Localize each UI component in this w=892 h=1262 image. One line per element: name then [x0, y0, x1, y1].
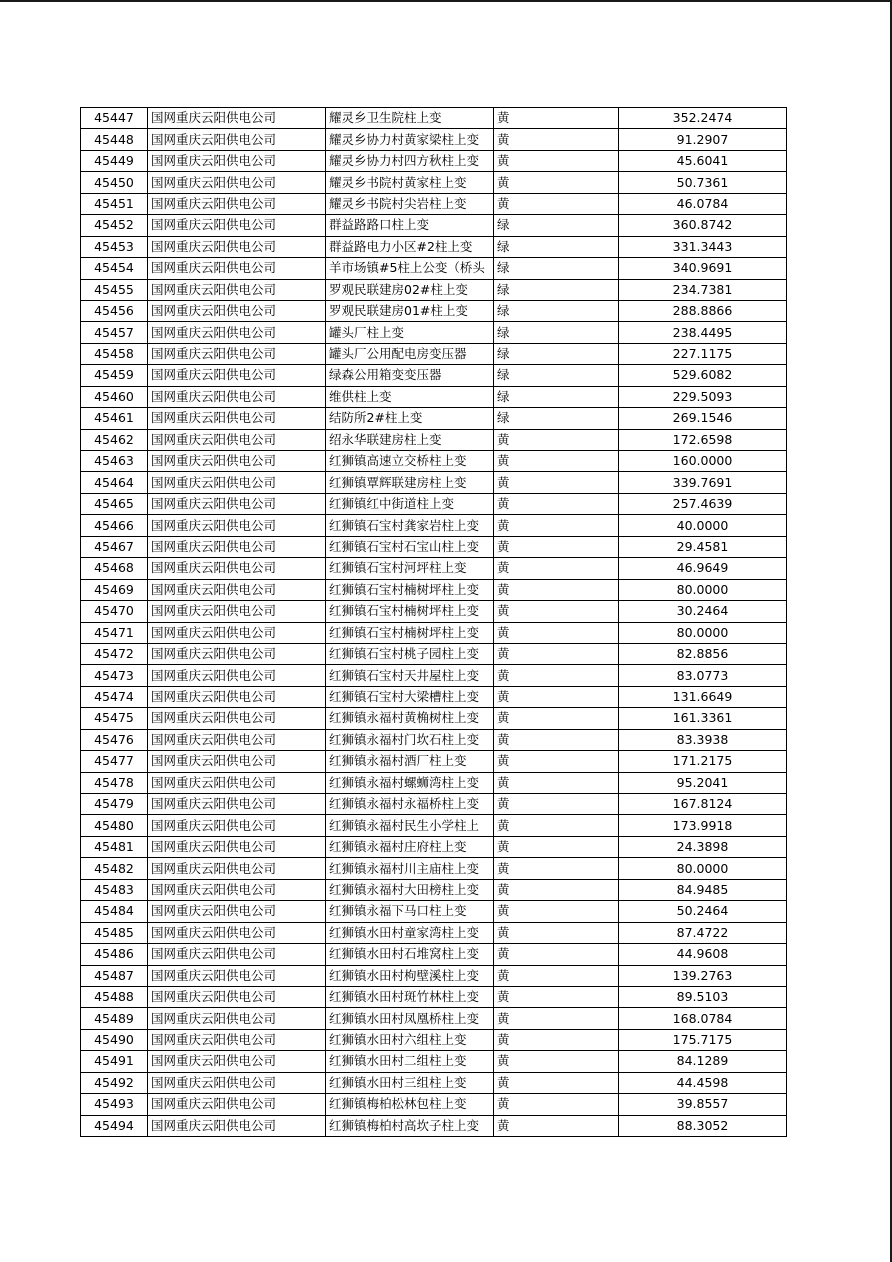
cell-id: 45471	[81, 622, 148, 643]
table-row	[81, 193, 787, 214]
cell-transformer-name: 红狮镇永福村螺蛳湾柱上变	[326, 772, 494, 793]
table-row	[81, 815, 787, 836]
cell-transformer-name: 结防所2#柱上变	[326, 408, 494, 429]
cell-transformer-name: 红狮镇永福村庄府柱上变	[326, 836, 494, 857]
cell-capacity: 46.9649	[619, 558, 787, 579]
cell-id: 45483	[81, 879, 148, 900]
cell-transformer-name: 绍永华联建房柱上变	[326, 429, 494, 450]
cell-company: 国网重庆云阳供电公司	[148, 365, 326, 386]
cell-level: 黄	[494, 836, 619, 857]
cell-capacity: 171.2175	[619, 751, 787, 772]
table-row	[81, 258, 787, 279]
cell-capacity: 352.2474	[619, 108, 787, 129]
cell-company: 国网重庆云阳供电公司	[148, 193, 326, 214]
table-row	[81, 408, 787, 429]
cell-level: 黄	[494, 150, 619, 171]
cell-company: 国网重庆云阳供电公司	[148, 472, 326, 493]
table-row	[81, 729, 787, 750]
table-row	[81, 772, 787, 793]
cell-transformer-name: 红狮镇覃辉联建房柱上变	[326, 472, 494, 493]
cell-capacity: 160.0000	[619, 451, 787, 472]
table-row	[81, 858, 787, 879]
cell-company: 国网重庆云阳供电公司	[148, 343, 326, 364]
cell-level: 黄	[494, 1051, 619, 1072]
cell-company: 国网重庆云阳供电公司	[148, 536, 326, 557]
table-row	[81, 172, 787, 193]
cell-level: 黄	[494, 986, 619, 1007]
cell-transformer-name: 红狮镇水田村斑竹林柱上变	[326, 986, 494, 1007]
cell-transformer-name: 红狮镇石宝村龚家岩柱上变	[326, 515, 494, 536]
table-row	[81, 279, 787, 300]
cell-company: 国网重庆云阳供电公司	[148, 1072, 326, 1093]
cell-capacity: 84.1289	[619, 1051, 787, 1072]
cell-level: 黄	[494, 708, 619, 729]
table-row	[81, 451, 787, 472]
cell-level: 黄	[494, 686, 619, 707]
cell-capacity: 87.4722	[619, 922, 787, 943]
cell-capacity: 234.7381	[619, 279, 787, 300]
cell-company: 国网重庆云阳供电公司	[148, 322, 326, 343]
cell-level: 黄	[494, 472, 619, 493]
table-row	[81, 944, 787, 965]
table-row	[81, 429, 787, 450]
cell-company: 国网重庆云阳供电公司	[148, 686, 326, 707]
cell-transformer-name: 红狮镇水田村三组柱上变	[326, 1072, 494, 1093]
cell-transformer-name: 红狮镇永福村酒厂柱上变	[326, 751, 494, 772]
cell-capacity: 30.2464	[619, 601, 787, 622]
cell-company: 国网重庆云阳供电公司	[148, 1094, 326, 1115]
cell-capacity: 39.8557	[619, 1094, 787, 1115]
cell-transformer-name: 红狮镇石宝村天井屋柱上变	[326, 665, 494, 686]
cell-capacity: 88.3052	[619, 1115, 787, 1136]
cell-level: 黄	[494, 665, 619, 686]
cell-company: 国网重庆云阳供电公司	[148, 215, 326, 236]
cell-transformer-name: 维供柱上变	[326, 386, 494, 407]
cell-company: 国网重庆云阳供电公司	[148, 279, 326, 300]
cell-capacity: 131.6649	[619, 686, 787, 707]
cell-company: 国网重庆云阳供电公司	[148, 408, 326, 429]
cell-level: 黄	[494, 493, 619, 514]
cell-level: 绿	[494, 300, 619, 321]
cell-transformer-name: 群益路电力小区#2柱上变	[326, 236, 494, 257]
cell-id: 45494	[81, 1115, 148, 1136]
cell-capacity: 46.0784	[619, 193, 787, 214]
cell-id: 45480	[81, 815, 148, 836]
cell-transformer-name: 红狮镇永福村黄桷树柱上变	[326, 708, 494, 729]
cell-id: 45463	[81, 451, 148, 472]
cell-company: 国网重庆云阳供电公司	[148, 129, 326, 150]
cell-level: 黄	[494, 815, 619, 836]
cell-company: 国网重庆云阳供电公司	[148, 1029, 326, 1050]
cell-id: 45450	[81, 172, 148, 193]
cell-id: 45488	[81, 986, 148, 1007]
cell-transformer-name: 罗观民联建房02#柱上变	[326, 279, 494, 300]
cell-id: 45462	[81, 429, 148, 450]
cell-capacity: 91.2907	[619, 129, 787, 150]
cell-id: 45467	[81, 536, 148, 557]
table-row	[81, 794, 787, 815]
cell-level: 绿	[494, 279, 619, 300]
cell-id: 45457	[81, 322, 148, 343]
table-row	[81, 365, 787, 386]
cell-capacity: 229.5093	[619, 386, 787, 407]
cell-id: 45455	[81, 279, 148, 300]
table-row	[81, 965, 787, 986]
cell-transformer-name: 羊市场镇#5柱上公变（桥头	[326, 258, 494, 279]
table-row	[81, 901, 787, 922]
cell-id: 45460	[81, 386, 148, 407]
cell-transformer-name: 罗观民联建房01#柱上变	[326, 300, 494, 321]
table-row	[81, 665, 787, 686]
cell-capacity: 83.3938	[619, 729, 787, 750]
cell-level: 黄	[494, 172, 619, 193]
table-row	[81, 300, 787, 321]
cell-company: 国网重庆云阳供电公司	[148, 493, 326, 514]
table-row	[81, 986, 787, 1007]
cell-company: 国网重庆云阳供电公司	[148, 558, 326, 579]
cell-company: 国网重庆云阳供电公司	[148, 150, 326, 171]
cell-capacity: 89.5103	[619, 986, 787, 1007]
cell-id: 45479	[81, 794, 148, 815]
cell-company: 国网重庆云阳供电公司	[148, 258, 326, 279]
cell-company: 国网重庆云阳供电公司	[148, 708, 326, 729]
cell-company: 国网重庆云阳供电公司	[148, 601, 326, 622]
cell-capacity: 29.4581	[619, 536, 787, 557]
table-row	[81, 215, 787, 236]
cell-transformer-name: 耀灵乡协力村黄家梁柱上变	[326, 129, 494, 150]
table-row	[81, 493, 787, 514]
cell-id: 45478	[81, 772, 148, 793]
cell-transformer-name: 红狮镇石宝村大梁槽柱上变	[326, 686, 494, 707]
cell-capacity: 331.3443	[619, 236, 787, 257]
cell-id: 45487	[81, 965, 148, 986]
cell-transformer-name: 红狮镇水田村童家湾柱上变	[326, 922, 494, 943]
cell-transformer-name: 红狮镇水田村二组柱上变	[326, 1051, 494, 1072]
cell-id: 45461	[81, 408, 148, 429]
table-row	[81, 1051, 787, 1072]
cell-company: 国网重庆云阳供电公司	[148, 1051, 326, 1072]
cell-company: 国网重庆云阳供电公司	[148, 965, 326, 986]
cell-company: 国网重庆云阳供电公司	[148, 429, 326, 450]
cell-id: 45449	[81, 150, 148, 171]
cell-capacity: 161.3361	[619, 708, 787, 729]
cell-transformer-name: 红狮镇水田村六组柱上变	[326, 1029, 494, 1050]
cell-capacity: 95.2041	[619, 772, 787, 793]
cell-level: 黄	[494, 558, 619, 579]
table-row	[81, 129, 787, 150]
table-row	[81, 708, 787, 729]
cell-capacity: 84.9485	[619, 879, 787, 900]
table-row	[81, 386, 787, 407]
cell-id: 45492	[81, 1072, 148, 1093]
cell-company: 国网重庆云阳供电公司	[148, 1115, 326, 1136]
cell-level: 黄	[494, 751, 619, 772]
cell-level: 绿	[494, 386, 619, 407]
cell-transformer-name: 红狮镇高速立交桥柱上变	[326, 451, 494, 472]
cell-capacity: 50.2464	[619, 901, 787, 922]
cell-company: 国网重庆云阳供电公司	[148, 622, 326, 643]
cell-capacity: 40.0000	[619, 515, 787, 536]
cell-id: 45452	[81, 215, 148, 236]
cell-company: 国网重庆云阳供电公司	[148, 858, 326, 879]
table-row	[81, 150, 787, 171]
cell-company: 国网重庆云阳供电公司	[148, 794, 326, 815]
cell-company: 国网重庆云阳供电公司	[148, 515, 326, 536]
cell-level: 黄	[494, 515, 619, 536]
table-row	[81, 322, 787, 343]
cell-company: 国网重庆云阳供电公司	[148, 172, 326, 193]
cell-transformer-name: 红狮镇石宝村河坪柱上变	[326, 558, 494, 579]
cell-transformer-name: 红狮镇永福村大田榜柱上变	[326, 879, 494, 900]
cell-company: 国网重庆云阳供电公司	[148, 451, 326, 472]
cell-transformer-name: 红狮镇石宝村桃子园柱上变	[326, 643, 494, 664]
cell-company: 国网重庆云阳供电公司	[148, 300, 326, 321]
cell-capacity: 168.0784	[619, 1008, 787, 1029]
cell-id: 45465	[81, 493, 148, 514]
cell-id: 45491	[81, 1051, 148, 1072]
table-row	[81, 536, 787, 557]
cell-level: 黄	[494, 729, 619, 750]
cell-capacity: 257.4639	[619, 493, 787, 514]
table-row	[81, 1008, 787, 1029]
cell-level: 黄	[494, 901, 619, 922]
cell-transformer-name: 红狮镇石宝村楠树坪柱上变	[326, 601, 494, 622]
table-row	[81, 472, 787, 493]
cell-capacity: 167.8124	[619, 794, 787, 815]
cell-transformer-name: 红狮镇梅柏松林包柱上变	[326, 1094, 494, 1115]
cell-id: 45451	[81, 193, 148, 214]
cell-capacity: 139.2763	[619, 965, 787, 986]
cell-company: 国网重庆云阳供电公司	[148, 836, 326, 857]
cell-id: 45484	[81, 901, 148, 922]
page-top-border	[0, 0, 892, 2]
cell-id: 45454	[81, 258, 148, 279]
cell-capacity: 529.6082	[619, 365, 787, 386]
cell-company: 国网重庆云阳供电公司	[148, 901, 326, 922]
cell-capacity: 238.4495	[619, 322, 787, 343]
cell-capacity: 82.8856	[619, 643, 787, 664]
cell-id: 45470	[81, 601, 148, 622]
table-row	[81, 836, 787, 857]
cell-id: 45466	[81, 515, 148, 536]
cell-transformer-name: 红狮镇水田村石堆窝柱上变	[326, 944, 494, 965]
cell-capacity: 173.9918	[619, 815, 787, 836]
cell-transformer-name: 红狮镇水田村凤凰桥柱上变	[326, 1008, 494, 1029]
cell-transformer-name: 红狮镇石宝村楠树坪柱上变	[326, 622, 494, 643]
cell-company: 国网重庆云阳供电公司	[148, 772, 326, 793]
cell-level: 绿	[494, 343, 619, 364]
cell-company: 国网重庆云阳供电公司	[148, 1008, 326, 1029]
cell-capacity: 44.4598	[619, 1072, 787, 1093]
cell-level: 黄	[494, 858, 619, 879]
cell-level: 绿	[494, 215, 619, 236]
cell-transformer-name: 耀灵乡书院村黄家柱上变	[326, 172, 494, 193]
cell-id: 45477	[81, 751, 148, 772]
cell-level: 绿	[494, 322, 619, 343]
cell-id: 45490	[81, 1029, 148, 1050]
cell-id: 45474	[81, 686, 148, 707]
cell-level: 黄	[494, 965, 619, 986]
cell-id: 45489	[81, 1008, 148, 1029]
cell-id: 45493	[81, 1094, 148, 1115]
cell-transformer-name: 红狮镇永福村永福桥柱上变	[326, 794, 494, 815]
cell-level: 黄	[494, 772, 619, 793]
cell-transformer-name: 红狮镇永福下马口柱上变	[326, 901, 494, 922]
cell-capacity: 288.8866	[619, 300, 787, 321]
cell-level: 绿	[494, 365, 619, 386]
table-row	[81, 1072, 787, 1093]
table-row	[81, 1115, 787, 1136]
cell-transformer-name: 罐头厂公用配电房变压器	[326, 343, 494, 364]
cell-level: 绿	[494, 258, 619, 279]
table-row	[81, 236, 787, 257]
table-row	[81, 751, 787, 772]
cell-level: 黄	[494, 643, 619, 664]
cell-level: 黄	[494, 1008, 619, 1029]
cell-level: 黄	[494, 944, 619, 965]
cell-company: 国网重庆云阳供电公司	[148, 108, 326, 129]
table-row	[81, 601, 787, 622]
cell-level: 黄	[494, 451, 619, 472]
cell-company: 国网重庆云阳供电公司	[148, 643, 326, 664]
transformer-table	[80, 107, 787, 1137]
cell-level: 黄	[494, 193, 619, 214]
cell-capacity: 175.7175	[619, 1029, 787, 1050]
cell-transformer-name: 绿森公用箱变变压器	[326, 365, 494, 386]
table-row	[81, 1029, 787, 1050]
cell-id: 45469	[81, 579, 148, 600]
cell-transformer-name: 红狮镇水田村枸壁溪柱上变	[326, 965, 494, 986]
cell-level: 黄	[494, 536, 619, 557]
cell-level: 绿	[494, 236, 619, 257]
cell-capacity: 24.3898	[619, 836, 787, 857]
cell-transformer-name: 红狮镇永福村民生小学柱上	[326, 815, 494, 836]
cell-capacity: 360.8742	[619, 215, 787, 236]
cell-id: 45475	[81, 708, 148, 729]
cell-capacity: 83.0773	[619, 665, 787, 686]
table-row	[81, 579, 787, 600]
cell-company: 国网重庆云阳供电公司	[148, 879, 326, 900]
cell-transformer-name: 耀灵乡卫生院柱上变	[326, 108, 494, 129]
cell-company: 国网重庆云阳供电公司	[148, 579, 326, 600]
table-row	[81, 686, 787, 707]
cell-transformer-name: 红狮镇永福村川主庙柱上变	[326, 858, 494, 879]
cell-id: 45447	[81, 108, 148, 129]
cell-capacity: 227.1175	[619, 343, 787, 364]
cell-company: 国网重庆云阳供电公司	[148, 665, 326, 686]
cell-company: 国网重庆云阳供电公司	[148, 729, 326, 750]
table-row	[81, 879, 787, 900]
cell-transformer-name: 红狮镇红中街道柱上变	[326, 493, 494, 514]
cell-capacity: 44.9608	[619, 944, 787, 965]
cell-level: 黄	[494, 622, 619, 643]
cell-capacity: 339.7691	[619, 472, 787, 493]
cell-level: 黄	[494, 579, 619, 600]
cell-company: 国网重庆云阳供电公司	[148, 922, 326, 943]
cell-level: 黄	[494, 108, 619, 129]
cell-transformer-name: 红狮镇梅柏村高坎子柱上变	[326, 1115, 494, 1136]
cell-id: 45472	[81, 643, 148, 664]
cell-transformer-name: 红狮镇石宝村石宝山柱上变	[326, 536, 494, 557]
cell-company: 国网重庆云阳供电公司	[148, 751, 326, 772]
table-row	[81, 622, 787, 643]
cell-capacity: 172.6598	[619, 429, 787, 450]
cell-capacity: 340.9691	[619, 258, 787, 279]
cell-id: 45486	[81, 944, 148, 965]
cell-capacity: 80.0000	[619, 579, 787, 600]
cell-transformer-name: 群益路路口柱上变	[326, 215, 494, 236]
cell-id: 45456	[81, 300, 148, 321]
cell-level: 黄	[494, 922, 619, 943]
cell-level: 黄	[494, 1094, 619, 1115]
cell-transformer-name: 红狮镇石宝村楠树坪柱上变	[326, 579, 494, 600]
table-row	[81, 558, 787, 579]
cell-id: 45458	[81, 343, 148, 364]
table-row	[81, 108, 787, 129]
cell-id: 45459	[81, 365, 148, 386]
cell-capacity: 80.0000	[619, 622, 787, 643]
cell-id: 45468	[81, 558, 148, 579]
cell-id: 45448	[81, 129, 148, 150]
cell-level: 黄	[494, 601, 619, 622]
cell-id: 45453	[81, 236, 148, 257]
cell-company: 国网重庆云阳供电公司	[148, 815, 326, 836]
cell-id: 45482	[81, 858, 148, 879]
cell-level: 黄	[494, 879, 619, 900]
cell-level: 黄	[494, 1072, 619, 1093]
cell-level: 黄	[494, 794, 619, 815]
cell-company: 国网重庆云阳供电公司	[148, 236, 326, 257]
cell-id: 45473	[81, 665, 148, 686]
cell-level: 黄	[494, 1115, 619, 1136]
table-row	[81, 922, 787, 943]
cell-transformer-name: 罐头厂柱上变	[326, 322, 494, 343]
cell-company: 国网重庆云阳供电公司	[148, 386, 326, 407]
cell-id: 45464	[81, 472, 148, 493]
table-body	[81, 108, 787, 1137]
cell-capacity: 45.6041	[619, 150, 787, 171]
cell-company: 国网重庆云阳供电公司	[148, 986, 326, 1007]
cell-capacity: 50.7361	[619, 172, 787, 193]
cell-transformer-name: 红狮镇永福村门坎石柱上变	[326, 729, 494, 750]
cell-id: 45485	[81, 922, 148, 943]
cell-capacity: 80.0000	[619, 858, 787, 879]
cell-level: 黄	[494, 1029, 619, 1050]
cell-id: 45481	[81, 836, 148, 857]
table-row	[81, 643, 787, 664]
table-row	[81, 515, 787, 536]
cell-transformer-name: 耀灵乡书院村尖岩柱上变	[326, 193, 494, 214]
cell-transformer-name: 耀灵乡协力村四方秋柱上变	[326, 150, 494, 171]
table-row	[81, 343, 787, 364]
cell-level: 黄	[494, 429, 619, 450]
table-row	[81, 1094, 787, 1115]
cell-capacity: 269.1546	[619, 408, 787, 429]
cell-company: 国网重庆云阳供电公司	[148, 944, 326, 965]
cell-level: 黄	[494, 129, 619, 150]
cell-level: 绿	[494, 408, 619, 429]
cell-id: 45476	[81, 729, 148, 750]
